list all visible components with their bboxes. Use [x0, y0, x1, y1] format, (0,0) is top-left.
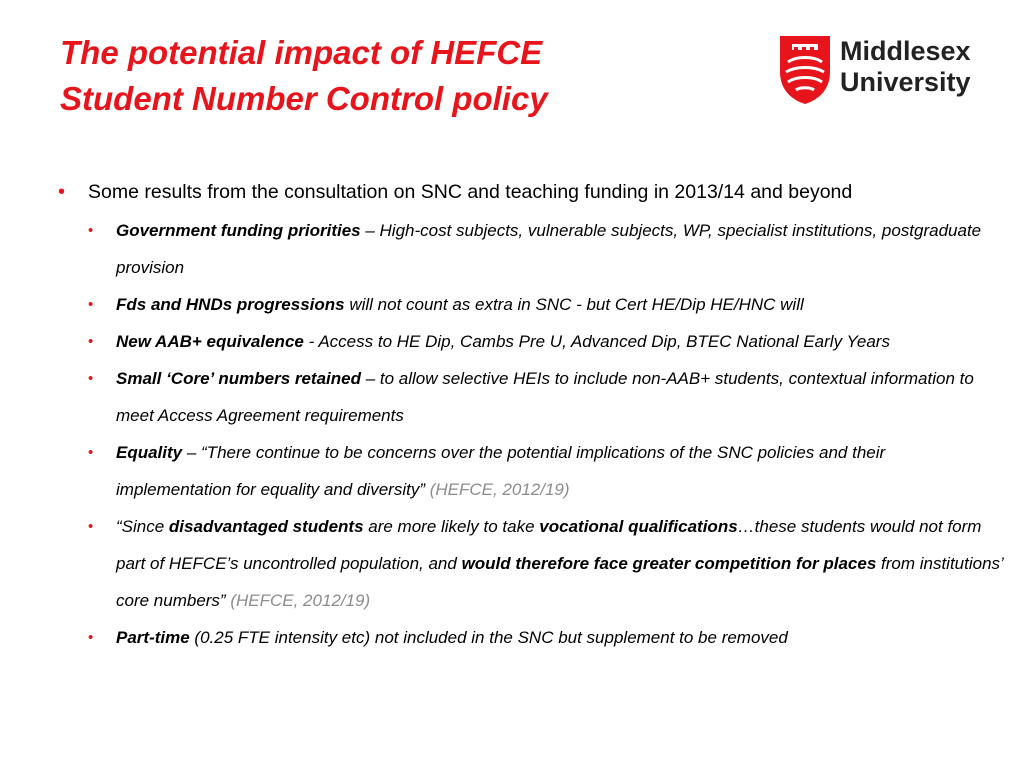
item-keyword: Government funding priorities [116, 221, 361, 240]
list-item [58, 434, 1003, 508]
main-bullet [58, 176, 1003, 208]
item-keyword: Fds and HNDs progressions [116, 295, 345, 314]
shield-icon [778, 34, 832, 106]
bullet-icon: • [88, 370, 94, 387]
main-bullet-text: Some results from the consultation on SNC and teaching funding in 2013/14 and beyond [88, 181, 853, 203]
list-item [58, 508, 1003, 619]
item-text: – “There continue to be concerns over the potential implications of the SNC policies and their implementation for equality and diversity” [116, 443, 886, 499]
university-logo [778, 34, 988, 106]
logo-line1: Middlesex [840, 36, 971, 66]
list-item [58, 212, 1003, 286]
item-text: (0.25 FTE intensity etc) not included in the SNC but supplement to be removed [189, 628, 788, 647]
slide-title-line2: Student Number Control policy [60, 80, 548, 117]
item-text: - Access to HE Dip, Cambs Pre U, Advanced Dip, BTEC National Early Years [303, 332, 890, 351]
item-text: – High-cost subjects, vulnerable subjects, WP, specialist institutions, postgraduate provision [116, 221, 982, 277]
slide-title [60, 30, 740, 122]
item-keyword: New AAB+ equivalence [116, 332, 304, 351]
sub-bullet-list [58, 212, 1003, 656]
logo-wordmark [840, 36, 971, 98]
item-keyword: vocational qualifications [539, 517, 738, 536]
item-keyword: Equality [116, 443, 183, 462]
list-item [58, 323, 1003, 360]
bullet-icon: • [58, 181, 66, 203]
bullet-icon: • [88, 518, 94, 535]
slide-title-line1: The potential impact of HEFCE [60, 34, 543, 71]
slide-content [58, 176, 1003, 656]
item-text: from institutions’ core numbers” [116, 554, 1003, 610]
item-text: are more likely to take [363, 517, 540, 536]
item-text: will not count as extra in SNC - but Cert HE/Dip HE/HNC will [344, 295, 804, 314]
item-keyword: Small ‘Core’ numbers retained [116, 369, 361, 388]
item-keyword: would therefore face greater competition for places [461, 554, 877, 573]
item-keyword: disadvantaged students [168, 517, 364, 536]
item-keyword: Part-time [116, 628, 190, 647]
list-item [58, 360, 1003, 434]
list-item [58, 619, 1003, 656]
item-text: – to allow selective HEIs to include non-AAB+ students, contextual information to meet Access Agreement requirements [116, 369, 974, 425]
bullet-icon: • [88, 222, 94, 239]
logo-line2: University [840, 67, 971, 97]
bullet-icon: • [88, 333, 94, 350]
bullet-icon: • [88, 629, 94, 646]
item-text: “Since [116, 517, 169, 536]
list-item [58, 286, 1003, 323]
citation: (HEFCE, 2012/19) [424, 480, 570, 499]
bullet-icon: • [88, 444, 94, 461]
bullet-icon: • [88, 296, 94, 313]
item-text: …these students would not form part of HEFCE’s uncontrolled population, and [116, 517, 982, 573]
citation: (HEFCE, 2012/19) [225, 591, 371, 610]
